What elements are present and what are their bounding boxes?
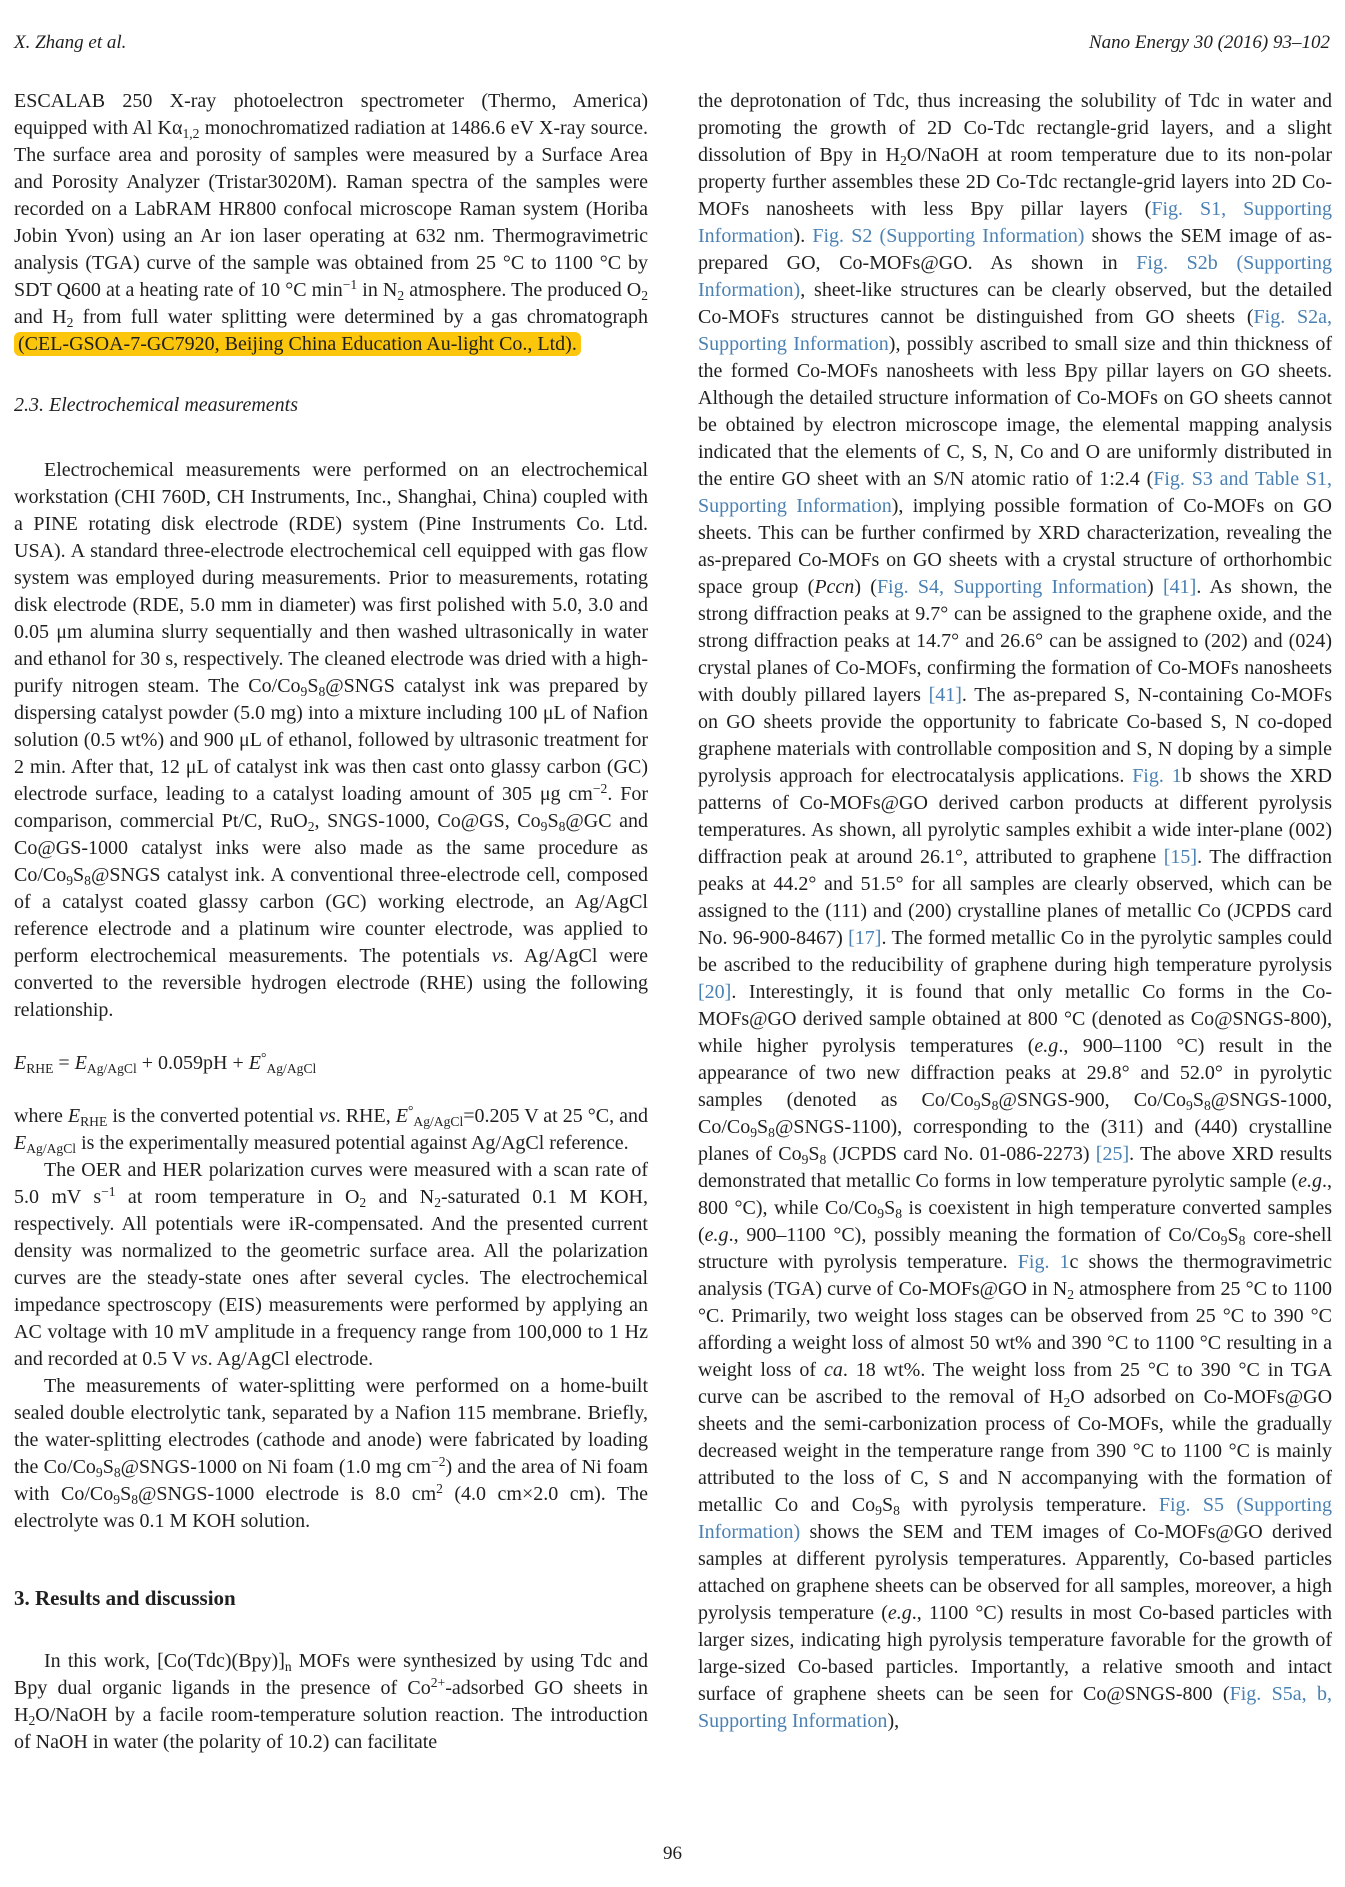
superscript: ° (261, 1049, 267, 1065)
header-journal: Nano Energy 30 (2016) 93–102 (1089, 32, 1330, 53)
page-number: 96 (663, 1843, 682, 1864)
subscript: 9 (801, 1151, 809, 1167)
header-authors: X. Zhang et al. (14, 32, 127, 53)
subscript: 1,2 (182, 125, 200, 141)
italic-text: e.g (1298, 1170, 1322, 1192)
superscript: 2 (436, 1480, 443, 1496)
citation-link[interactable]: Fig. S2a, Supporting Information (698, 306, 1333, 355)
subscript: RHE (80, 1113, 108, 1129)
superscript: −2 (431, 1453, 446, 1469)
paragraph: the deprotonation of Tdc, thus increasing the solubility of Tdc in water and promoting the growth of 2D Co-Tdc rectangle-grid layers, and a slight dissolution of Bpy in H2O/NaOH at room temperature due to its non-polar property further assembles these 2D Co-Tdc rectangle-grid layers into 2D Co-MOFs nanosheets with less Bpy pillar layers (Fig. S1, Supporting Information). Fig. S2 (Supporting Information) shows the SEM image of as-prepared GO, Co-MOFs@GO. As shown in Fig. S2b (Supporting Information), sheet-like structures can be clearly observed, but the detailed Co-MOFs structures cannot be distinguished from GO sheets (Fig. S2a, Supporting Information), possibly ascribed to small size and thin thickness of the formed Co-MOFs nanosheets with less Bpy pillar layers on GO sheets. Although the detailed structure information of Co-MOFs on GO sheets cannot be obtained by electron microscope image, the elemental mapping analysis indicated that the elements of C, S, N, Co and O are uniformly distributed in the entire GO sheet with an S/N atomic ratio of 1:2.4 (Fig. S3 and Table S1, Supporting Information), implying possible formation of Co-MOFs on GO sheets. This can be further confirmed by XRD characterization, revealing the as-prepared Co-MOFs on GO sheets with a crystal structure of orthorhombic space group (Pccn) (Fig. S4, Supporting Information) [41]. As shown, the strong diffraction peaks at 9.7° can be assigned to the graphene oxide, and the strong diffraction peaks at 14.7° and 26.6° can be assigned to (202) and (024) crystal planes of Co-MOFs, confirming the formation of Co-MOFs nanosheets with doubly pillared layers [41]. The as-prepared S, N-containing Co-MOFs on GO sheets provide the opportunity to fabricate Co-based S, N co-doped graphene materials with controllable composition and S, N doping by a simple pyrolysis approach for electrocatalysis applications. Fig. 1b shows the XRD patterns of Co-MOFs@GO derived carbon products at different pyrolysis temperatures. As shown, all pyrolytic samples exhibit a wide inter-plane (002) diffraction peak at around 26.1°, attributed to graphene [15]. The diffraction peaks at 44.2° and 51.5° for all samples are clearly observed, which can be assigned to the (111) and (200) crystalline planes of metallic Co (JCPDS card No. 96-900-8467) [17]. The formed metallic Co in the pyrolytic samples could be ascribed to the reducibility of graphene during high temperature pyrolysis [20]. Interestingly, it is found that only metallic Co forms in the Co-MOFs@GO derived sample obtained at 800 °C (denoted as Co@SNGS-800), while higher pyrolysis temperatures (e.g., 900–1100 °C) result in the appearance of two new diffraction peaks at 29.8° and 52.0° in pyrolytic samples (denoted as Co/Co9S8@SNGS-900, Co/Co9S8@SNGS-1000, Co/Co9S8@SNGS-1100), corresponding to the (311) and (440) crystalline planes of Co9S8 (JCPDS card No. 01-086-2273) [25]. The above XRD results demonstrated that metallic Co forms in low temperature pyrolytic sample (e.g., 800 °C), while Co/Co9S8 is coexistent in high temperature converted samples (e.g., 900–1100 °C), possibly meaning the formation of Co/Co9S8 core-shell structure with pyrolysis temperature. Fig. 1c shows the thermogravimetric analysis (TGA) curve of Co-MOFs@GO in N2 atmosphere from 25 °C to 1100 °C. Primarily, two weight loss stages can be observed from 25 °C to 390 °C affording a weight loss of almost 50 wt% and 390 °C to 1100 °C resulting in a weight loss of ca. 18 wt%. The weight loss from 25 °C to 390 °C in TGA curve can be ascribed to the removal of H2O adsorbed on Co-MOFs@GO sheets and the semi-carbonization process of Co-MOFs, while the gradually decreased weight in the temperature range from 390 °C to 1100 °C is mainly attributed to the loss of C, S and N accompanying with the formation of metallic Co and Co9S8 with pyrolysis temperature. Fig. S5 (Supporting Information) shows the SEM and TEM images of Co-MOFs@GO derived samples at different pyrolysis temperatures. Apparently, Co-based particles attached on graphene sheets can be observed for all samples, moreover, a high pyrolysis temperature (e.g., 1100 °C) results in most Co-based particles with larger sizes, indicating high pyrolysis temperature favorable for the growth of large-sized Co-based particles. Importantly, a relative smooth and intact surface of graphene sheets can be seen for Co@SNGS-800 (Fig. S5a, b, Supporting Information), (698, 90, 1333, 1732)
italic-text: E (74, 1052, 87, 1074)
subscript: 8 (131, 1491, 138, 1507)
paragraph: Electrochemical measurements were performed on an electrochemical workstation (CHI 760D, CH Instruments, Inc., Shanghai, China) coupled with a PINE rotating disk electrode (RDE) system (Pine Instruments Co. Ltd. USA). A standard three-electrode electrochemical cell equipped with gas flow system was employed during measurements. Prior to measurements, rotating disk electrode (RDE, 5.0 mm in diameter) was first polished with 5.0, 3.0 and 0.05 μm alumina slurry sequentially and then washed ultrasonically in water and ethanol for 30 s, respectively. The cleaned electrode was dried with a high-purify nitrogen steam. The Co/Co9S8@SNGS catalyst ink was prepared by dispersing catalyst powder (5.0 mg) into a mixture including 100 μL of Nafion solution (0.5 wt%) and 900 μL of ethanol, followed by ultrasonic treatment for 2 min. After that, 12 μL of catalyst ink was then cast onto glassy carbon (GC) electrode surface, leading to a catalyst loading amount of 305 μg $cm^{-2}$. For comparison, commercial Pt/C, RuO2, SNGS-1000, Co@GS, Co9S8@GC and Co@GS-1000 catalyst inks were also made as the same procedure as Co/Co9S8@SNGS catalyst ink. A conventional three-electrode cell, composed of a catalyst coated glassy carbon (GC) working electrode, an Ag/AgCl reference electrode and a platinum wire counter electrode, was applied to perform electrochemical measurements. The potentials vs. Ag/AgCl were converted to the reversible hydrogen electrode (RHE) using the following relationship. (14, 459, 648, 1021)
right-column (698, 88, 1332, 1735)
subscript: Ag/AgCl (26, 1140, 77, 1156)
subscript: 8 (318, 683, 326, 699)
subscript: n (284, 1658, 292, 1674)
subscript: 9 (1220, 1232, 1228, 1248)
equation: ERHE = EAg/AgCl + 0.059pH + E°Ag/AgCl (14, 1049, 317, 1076)
subscript: 2 (434, 1194, 442, 1210)
citation-link[interactable]: Fig. S2 (Supporting Information) (812, 225, 1085, 247)
subscript: 2 (66, 314, 74, 330)
citation-link[interactable]: Fig. S5a, b, Supporting Information (698, 1683, 1332, 1732)
italic-text: e.g (1034, 1035, 1059, 1057)
paragraph: ESCALAB 250 X-ray photoelectron spectrometer (Thermo, America) equipped with Al Kα1,2 monochromatized radiation at 1486.6 eV X-ray source. The surface area and porosity of samples were measured by a Surface Area and Porosity Analyzer (Tristar3020M). Raman spectra of the samples were recorded on a LabRAM HR800 confocal microscope Raman system (Horiba Jobin Yvon) using an Ar ion laser operating at 632 nm. Thermogravimetric analysis (TGA) curve of the sample was obtained from 25 °C to 1100 °C by SDT Q600 at a heating rate of 10 °C $\min^{-1}$ in N2 atmosphere. The produced O2 and H2 from full water splitting were determined by a gas chromatograph (CEL-GSOA-7-GC7920, Beijing China Education Au-light Co., Ltd). (14, 90, 649, 355)
subscript: 2 (1067, 1286, 1074, 1302)
citation-link[interactable]: [20] (698, 981, 732, 1003)
subscript: 8 (991, 1097, 999, 1113)
citation-link[interactable]: Fig. S5 (Supporting Information) (698, 1494, 1332, 1543)
italic-text: E (395, 1105, 408, 1127)
subscript: 8 (84, 872, 91, 888)
subscript: 2 (307, 818, 315, 834)
subscript: 2 (1063, 1394, 1071, 1410)
subscript: Ag/AgCl (86, 1060, 137, 1076)
superscript: −1 (101, 1183, 116, 1199)
subscript: 8 (893, 1502, 900, 1518)
subscript: 9 (113, 1491, 121, 1507)
italic-text: E (248, 1052, 261, 1074)
italic-text: e.g (887, 1602, 912, 1624)
subscript: Ag/AgCl (413, 1113, 464, 1129)
subscript: 8 (1238, 1232, 1246, 1248)
subscript: 8 (819, 1151, 827, 1167)
citation-link[interactable]: Fig. S4, Supporting Information (876, 576, 1148, 598)
subscript: 9 (1186, 1097, 1193, 1113)
superscript: −1 (342, 276, 358, 292)
italic-text: vs (319, 1105, 336, 1127)
subscript: Ag/AgCl (266, 1060, 317, 1076)
citation-link[interactable]: Fig. S1, Supporting Information (698, 198, 1333, 247)
subscript: 9 (540, 818, 548, 834)
subscript: 2 (899, 152, 907, 168)
subscript: 8 (113, 1464, 121, 1480)
running-header (14, 32, 1330, 54)
citation-link[interactable]: Fig. S3 and Table S1, Supporting Information (698, 468, 1332, 517)
subscript: 9 (877, 1205, 885, 1221)
italic-text: e.g (704, 1224, 729, 1246)
paragraph: In this work, [Co(Tdc)(Bpy)]n MOFs were synthesized by using Tdc and Bpy dual organic ligands in the presence of $Co^{2+}$-adsorbed GO sheets in H2O/NaOH by a facile room-temperature solution reaction. The introduction of NaOH in water (the polarity of 10.2) can facilitate (14, 1650, 648, 1753)
citation-link[interactable]: [41] (928, 684, 962, 706)
subscript: 9 (875, 1502, 882, 1518)
subscript: 9 (973, 1097, 981, 1113)
subscript: 2 (641, 287, 649, 303)
subscript: 8 (558, 818, 566, 834)
italic-text: E (14, 1132, 27, 1154)
italic-text: Pccn (814, 576, 855, 598)
subscript: 2 (359, 1194, 367, 1210)
italic-text: E (14, 1052, 27, 1074)
citation-link[interactable]: [25] (1095, 1143, 1130, 1165)
italic-text: E (67, 1105, 81, 1127)
subscript: RHE (26, 1060, 54, 1076)
superscript: ° (407, 1102, 414, 1118)
subscript: 9 (300, 683, 308, 699)
paragraph: where ERHE is the converted potential vs. RHE, E°Ag/AgCl=0.205 V at 25 °C, and EAg/AgCl is the experimentally measured potential against Ag/AgCl reference. (14, 1102, 649, 1156)
section-heading: 2.3. Electrochemical measurements (14, 394, 298, 416)
section-heading: 3. Results and discussion (14, 1586, 236, 1610)
subscript: 2 (397, 287, 405, 303)
subscript: 2 (28, 1712, 36, 1728)
citation-link[interactable]: [41] (1163, 576, 1197, 598)
subscript: 8 (895, 1205, 902, 1221)
citation-link[interactable]: [17] (848, 927, 882, 949)
left-column (14, 88, 648, 1756)
italic-text: ca (823, 1359, 843, 1381)
italic-text: vs (491, 945, 509, 967)
superscript: −2 (592, 780, 608, 796)
highlighted-text: (CEL-GSOA-7-GC7920, Beijing China Education Au-light Co., Ltd). (14, 332, 581, 356)
citation-link[interactable]: [15] (1163, 846, 1198, 868)
superscript: 2+ (430, 1674, 446, 1690)
page-footer (0, 1843, 1345, 1865)
citation-link[interactable]: Fig. S2b (Supporting Information) (698, 252, 1333, 301)
subscript: 9 (95, 1464, 103, 1480)
citation-link[interactable]: Fig. 1 (1132, 765, 1182, 787)
subscript: 9 (750, 1124, 758, 1140)
subscript: 8 (768, 1124, 775, 1140)
citation-link[interactable]: Fig. 1 (1017, 1251, 1070, 1273)
subscript: 8 (1203, 1097, 1211, 1113)
italic-text: vs (190, 1348, 208, 1370)
subscript: 9 (66, 872, 74, 888)
paragraph: The OER and HER polarization curves were measured with a scan rate of 5.0 mV $s^{-1}$ at room temperature in O2 and N2-saturated 0.1 M KOH, respectively. All potentials were iR-compensated. And the presented current density was normalized to the geometric surface area. All the polarization curves are the steady-state ones after several cycles. The electrochemical impedance spectroscopy (EIS) measurements were performed by applying an AC voltage with 10 mV amplitude in a frequency range from 100,000 to 1 Hz and recorded at 0.5 V vs. Ag/AgCl electrode. (14, 1159, 648, 1370)
paragraph: The measurements of water-splitting were performed on a home-built sealed double electrolytic tank, separated by a Nafion 115 membrane. Briefly, the water-splitting electrodes (cathode and anode) were fabricated by loading the Co/Co9S8@SNGS-1000 on Ni foam (1.0 mg $cm^{-2}$) and the area of Ni foam with Co/Co9S8@SNGS-1000 electrode is 8.0 $cm^2$ (4.0 cm×2.0 cm). The electrolyte was 0.1 M KOH solution. (14, 1375, 649, 1532)
two-column-body (14, 88, 1332, 1756)
